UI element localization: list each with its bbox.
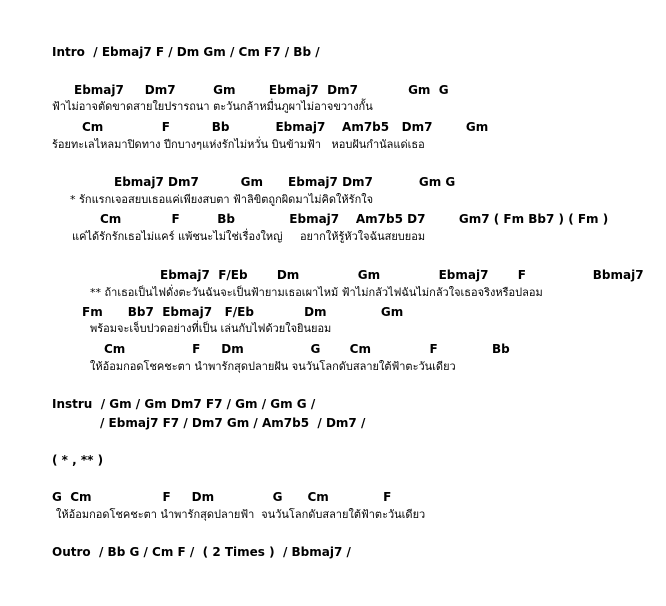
chord-line: Ebmaj7 Dm7 Gm Ebmaj7 Dm7 Gm G: [74, 83, 449, 97]
lyric-line: แค่ได้รักรักเธอไม่แคร์ แพ้ชนะไม่ใช่เรื่องใหญ่ อยากให้รู้หัวใจฉันสยบยอม: [72, 230, 426, 243]
chord-line: Fm Bb7 Ebmaj7 F/Eb Dm Gm: [82, 305, 404, 319]
instrumental-line: / Ebmaj7 F7 / Dm7 Gm / Am7b5 / Dm7 /: [100, 416, 366, 430]
chord-line: G Cm F Dm G Cm F: [52, 490, 392, 504]
chord-line: Cm F Bb Ebmaj7 Am7b5 D7 Gm7 ( Fm Bb7 ) ( Fm ): [100, 212, 609, 226]
outro-line: Outro / Bb G / Cm F / ( 2 Times ) / Bbmaj7 /: [52, 545, 351, 559]
lyric-line: ร้อยทะเลไหลมาปิดทาง ปีกบางๆแห่งรักไม่หวั่น บินข้ามฟ้า หอบฝันกำนัลแด่เธอ: [52, 138, 425, 151]
lyric-line: ให้อ้อมกอดโชคชะตา นำพารักสุดปลายฝัน จนวันโลกดับสลายใต้ฟ้าตะวันเดียว: [90, 360, 456, 373]
instrumental-line: Instru / Gm / Gm Dm7 F7 / Gm / Gm G /: [52, 397, 316, 411]
lyric-line: ฟ้าไม่อาจตัดขาดสายใยปรารถนา ตะวันกล้าหมื่นภูผาไม่อาจขวางกั้น: [52, 100, 373, 113]
lyric-line: ให้อ้อมกอดโชคชะตา นำพารักสุดปลายฟ้า จนวันโลกดับสลายใต้ฟ้าตะวันเดียว: [56, 508, 426, 521]
chord-line: Cm F Dm G Cm F Bb: [104, 342, 510, 356]
lyric-line: ** ถ้าเธอเป็นไฟดั่งตะวันฉันจะเป็นฟ้ายามเธอเผาไหม้ ฟ้าไม่กลัวไฟฉันไม่กลัวใจเธอจริงหรือปลอม: [90, 286, 543, 299]
repeat-marker: ( * , ** ): [52, 453, 104, 467]
chord-line: Ebmaj7 Dm7 Gm Ebmaj7 Dm7 Gm G: [114, 175, 456, 189]
lyric-line: * รักแรกเจอสยบเธอแค่เพียงสบตา ฟ้าลิขิตถูกผิดมาไม่คิดให้รักใจ: [70, 193, 374, 206]
intro-line: Intro / Ebmaj7 F / Dm Gm / Cm F7 / Bb /: [52, 45, 320, 59]
chord-line: Cm F Bb Ebmaj7 Am7b5 Dm7 Gm: [82, 120, 489, 134]
lyric-line: พร้อมจะเจ็บปวดอย่างที่เป็น เล่นกับไฟด้วยใจยินยอม: [90, 322, 332, 335]
chord-line: Ebmaj7 F/Eb Dm Gm Ebmaj7 F Bbmaj7: [160, 268, 644, 282]
